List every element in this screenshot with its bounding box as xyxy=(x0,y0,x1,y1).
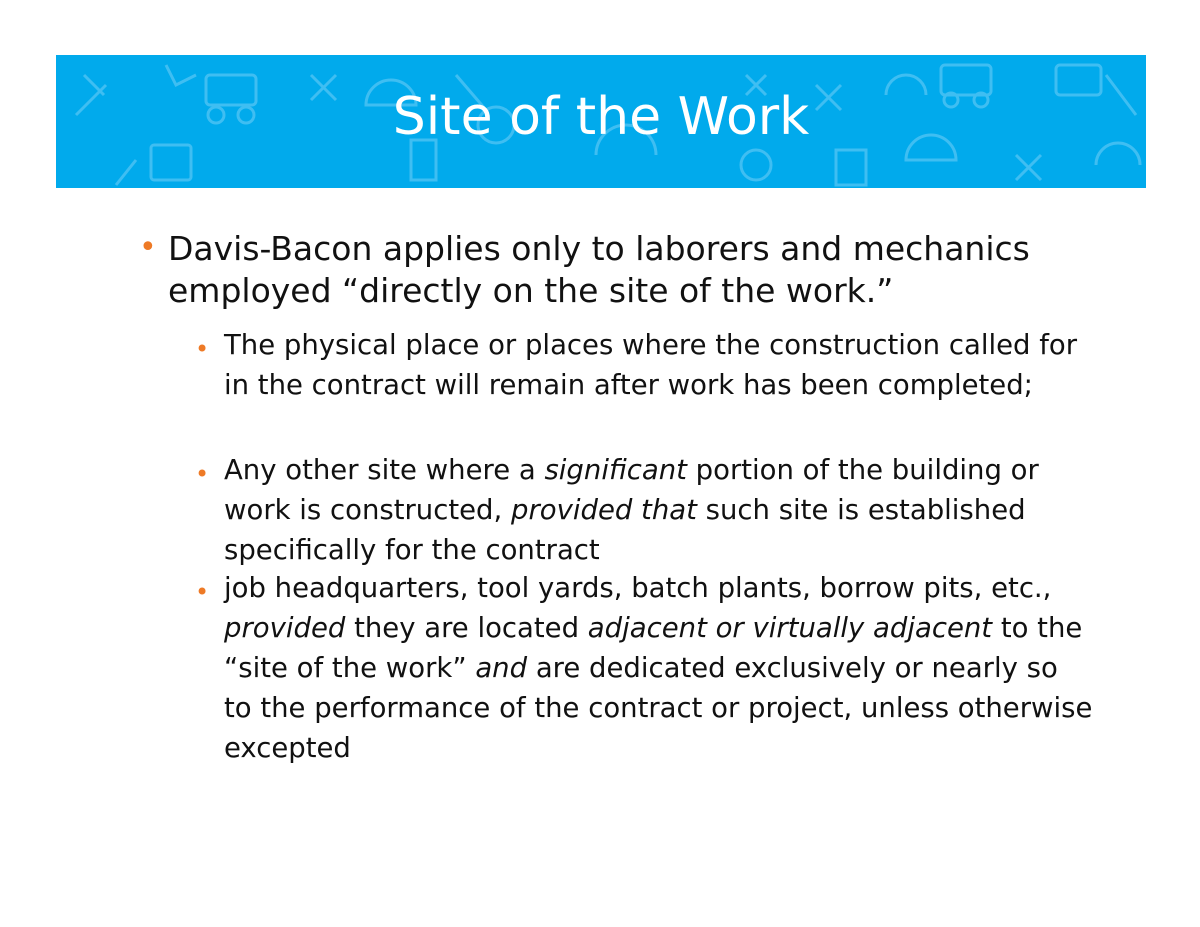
slide-title: Site of the Work xyxy=(392,86,810,147)
sub-bullet-1-text: The physical place or places where the construction called for in the contract will remain after work has been completed; xyxy=(224,329,1078,401)
sub-bullet-2-emphasis: provided that xyxy=(510,494,697,526)
sub-bullet-3-emphasis: provided xyxy=(224,612,346,644)
sub-bullet-2 xyxy=(224,450,1094,570)
bullet-icon: • xyxy=(195,460,210,488)
bullet-icon: • xyxy=(195,578,210,606)
sub-bullet-3-emphasis: adjacent or virtually adjacent xyxy=(587,612,993,644)
sub-bullet-3-text: are dedicated exclusively or nearly so to the performance of the contract or project, unless otherwise excepted xyxy=(224,652,1093,764)
sub-bullet-3 xyxy=(224,568,1094,768)
main-bullet-text: Davis-Bacon applies only to laborers and mechanics employed “directly on the site of the work.” xyxy=(168,229,1030,310)
sub-bullet-2-text: portion of the building or work is constructed, xyxy=(224,454,1039,526)
sub-bullet-2-text: such site is established specifically for the contract xyxy=(224,494,1026,566)
sub-bullet-3-emphasis: and xyxy=(475,652,528,684)
sub-bullet-2-emphasis: significant xyxy=(544,454,687,486)
sub-bullet-3-text: to the “site of the work” xyxy=(224,612,1083,684)
sub-bullet-3-text: they are located xyxy=(345,612,588,644)
bullet-icon: • xyxy=(195,335,210,363)
sub-bullet-1 xyxy=(224,325,1094,405)
sub-bullet-3-text: job headquarters, tool yards, batch plants, borrow pits, etc., xyxy=(224,572,1052,604)
sub-bullet-2-text: Any other site where a xyxy=(224,454,545,486)
bullet-icon: • xyxy=(139,230,157,265)
